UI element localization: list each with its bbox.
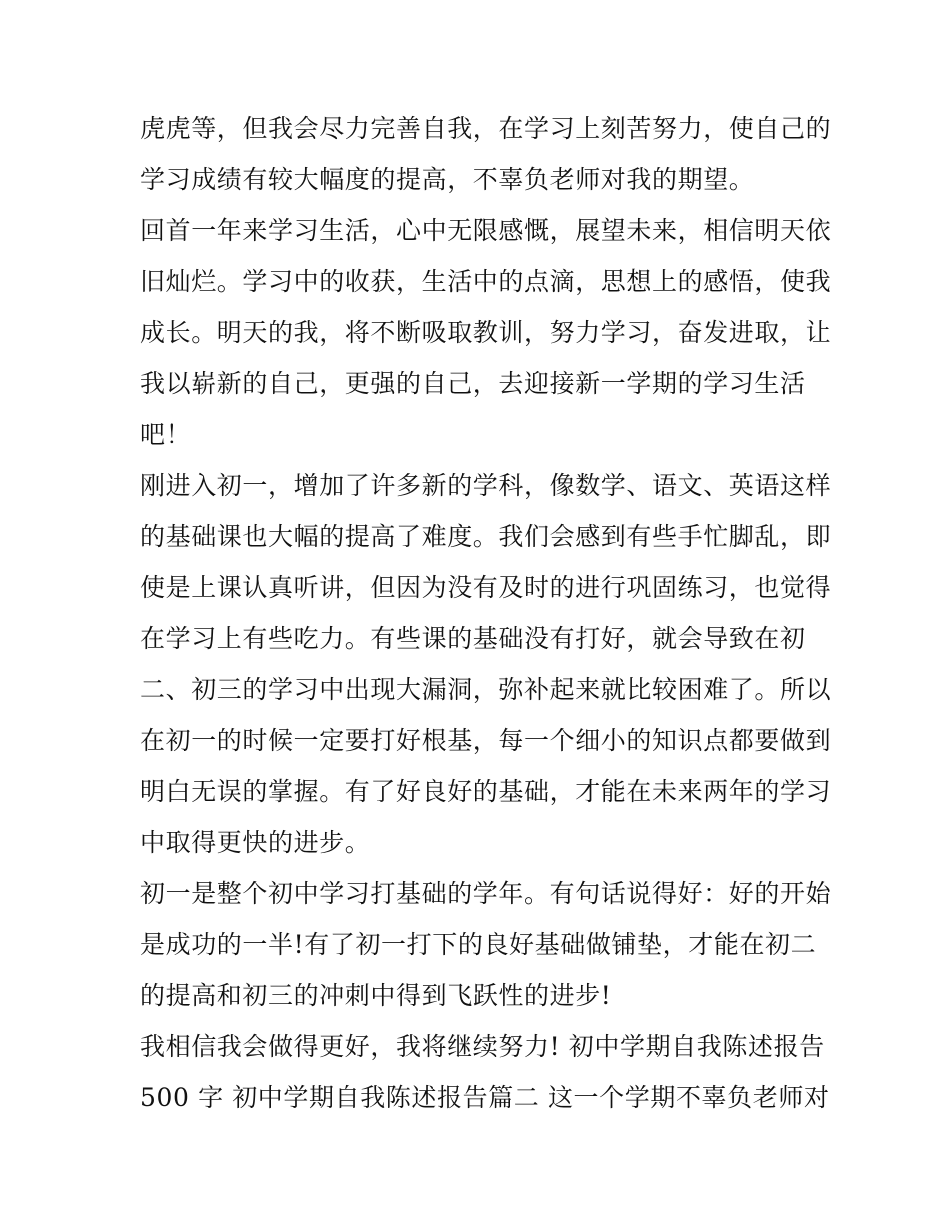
text-line: 成长。明天的我，将不断吸取教训，努力学习，奋发进取，让	[140, 318, 832, 347]
text-line: 虎虎等，但我会尽力完善自我，在学习上刻苦努力，使自己的	[140, 114, 832, 143]
text-line: 旧灿烂。学习中的收获，生活中的点滴，思想上的感悟，使我	[140, 267, 832, 296]
text-line: 的基础课也大幅的提高了难度。我们会感到有些手忙脚乱，即	[140, 522, 832, 551]
text-line: 使是上课认真听讲，但因为没有及时的进行巩固练习，也觉得	[140, 573, 832, 602]
text-line: 我以崭新的自己，更强的自己，去迎接新一学期的学习生活	[140, 369, 806, 398]
text-line: 初一是整个初中学习打基础的学年。有句话说得好：好的开始	[140, 879, 832, 908]
text-line: 的提高和初三的冲刺中得到飞跃性的进步!	[140, 981, 612, 1010]
text-line: 是成功的一半!有了初一打下的良好基础做铺垫，才能在初二	[140, 930, 817, 959]
text-line: 回首一年来学习生活，心中无限感慨，展望未来，相信明天依	[140, 216, 832, 245]
document-body	[140, 103, 832, 1123]
text-line: 500 字 初中学期自我陈述报告篇二 这一个学期不辜负老师对	[140, 1083, 830, 1112]
text-line: 在初一的时候一定要打好根基，每一个细小的知识点都要做到	[140, 726, 832, 755]
text-line: 刚进入初一，增加了许多新的学科，像数学、语文、英语这样	[140, 471, 832, 500]
text-line: 明白无误的掌握。有了好良好的基础，才能在未来两年的学习	[140, 777, 832, 806]
text-line: 二、初三的学习中出现大漏洞，弥补起来就比较困难了。所以	[140, 675, 832, 704]
text-line: 中取得更快的进步。	[140, 828, 371, 857]
text-line: 在学习上有些吃力。有些课的基础没有打好，就会导致在初	[140, 624, 806, 653]
text-line: 我相信我会做得更好，我将继续努力! 初中学期自我陈述报告	[140, 1032, 825, 1061]
text-line: 学习成绩有较大幅度的提高，不辜负老师对我的期望。	[140, 165, 755, 194]
text-line: 吧！	[140, 420, 192, 449]
